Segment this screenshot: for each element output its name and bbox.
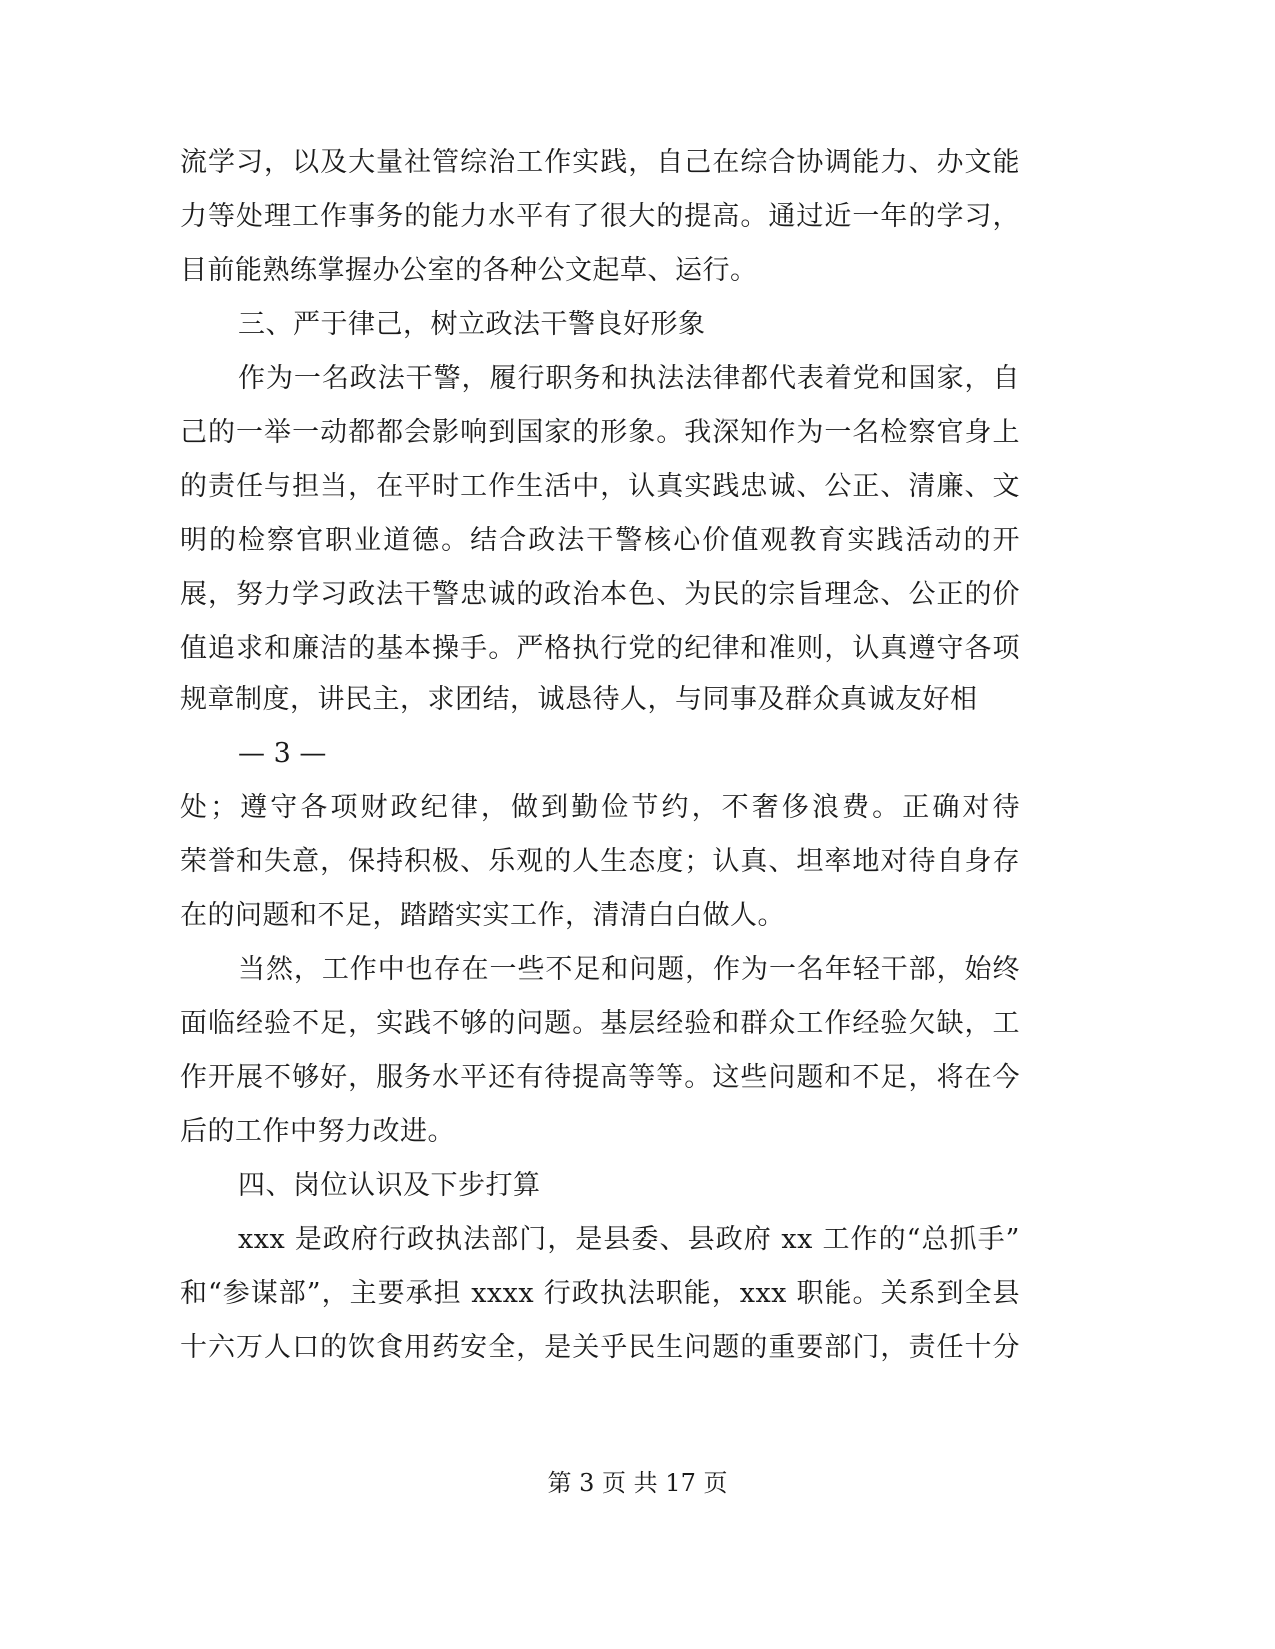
body-text-line: 作为一名政法干警，履行职务和执法法律都代表着党和国家，自 bbox=[238, 363, 1020, 394]
body-text-line: 作开展不够好，服务水平还有待提高等等。这些问题和不足，将在今 bbox=[180, 1062, 1020, 1093]
page-footer: 第 3 页 共 17 页 bbox=[547, 1469, 728, 1497]
body-text-line: 展，努力学习政法干警忠诚的政治本色、为民的宗旨理念、公正的价 bbox=[180, 579, 1020, 610]
body-text-line: 规章制度，讲民主，求团结，诚恳待人，与同事及群众真诚友好相 bbox=[180, 684, 978, 715]
body-text-line: 面临经验不足，实践不够的问题。基层经验和群众工作经验欠缺，工 bbox=[180, 1008, 1020, 1039]
body-text-line: 在的问题和不足，踏踏实实工作，清清白白做人。 bbox=[180, 900, 785, 931]
body-text-line: 流学习，以及大量社管综治工作实践，自己在综合协调能力、办文能 bbox=[180, 147, 1020, 178]
body-text-line: 处；遵守各项财政纪律，做到勤俭节约，不奢侈浪费。正确对待 bbox=[180, 792, 1020, 823]
body-text-line: xxx 是政府行政执法部门，是县委、县政府 xx 工作的“总抓手” bbox=[238, 1224, 1020, 1255]
body-text-line: 目前能熟练掌握办公室的各种公文起草、运行。 bbox=[180, 255, 758, 286]
body-text-line: 十六万人口的饮食用药安全，是关乎民生问题的重要部门，责任十分 bbox=[180, 1332, 1020, 1363]
body-text-line: 力等处理工作事务的能力水平有了很大的提高。通过近一年的学习， bbox=[180, 201, 1020, 232]
body-text-line: 当然，工作中也存在一些不足和问题，作为一名年轻干部，始终 bbox=[238, 954, 1020, 985]
section-heading: 三、严于律己，树立政法干警良好形象 bbox=[238, 309, 706, 340]
inner-page-number: — 3 — bbox=[238, 738, 327, 769]
body-text-line: 后的工作中努力改进。 bbox=[180, 1116, 455, 1147]
body-text-line: 值追求和廉洁的基本操手。严格执行党的纪律和准则，认真遵守各项 bbox=[180, 633, 1020, 664]
body-text-line: 和“参谋部”，主要承担 xxxx 行政执法职能，xxx 职能。关系到全县 bbox=[180, 1278, 1020, 1309]
body-text-line: 荣誉和失意，保持积极、乐观的人生态度；认真、坦率地对待自身存 bbox=[180, 846, 1020, 877]
body-text-line: 的责任与担当，在平时工作生活中，认真实践忠诚、公正、清廉、文 bbox=[180, 471, 1020, 502]
section-heading: 四、岗位认识及下步打算 bbox=[238, 1170, 541, 1201]
body-text-line: 己的一举一动都都会影响到国家的形象。我深知作为一名检察官身上 bbox=[180, 417, 1020, 448]
body-text-line: 明的检察官职业道德。结合政法干警核心价值观教育实践活动的开 bbox=[180, 525, 1020, 556]
